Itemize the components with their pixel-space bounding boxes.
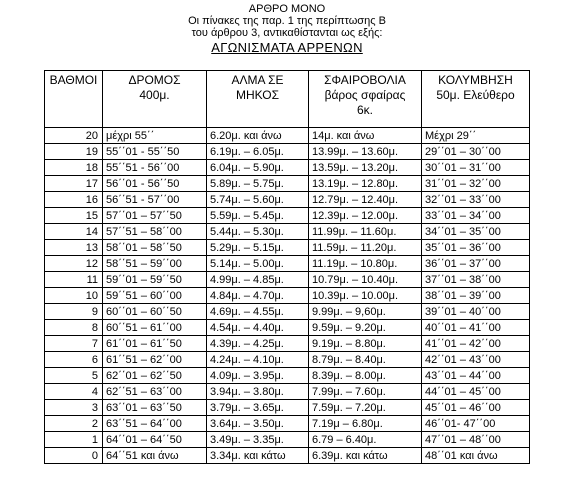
- swimming-cell: 31΄΄01 – 32΄΄00: [422, 176, 530, 192]
- shot-put-cell: 6.79 – 6.40μ.: [309, 432, 422, 448]
- table-row: [45, 208, 530, 224]
- run-400m-cell: 58΄΄01 – 58΄΄50: [103, 240, 207, 256]
- long-jump-cell: 6.04μ. – 5.90μ.: [207, 160, 309, 176]
- long-jump-cell: 3.34μ. και κάτω: [207, 448, 309, 464]
- shot-put-cell: 13.19μ. – 12.80μ.: [309, 176, 422, 192]
- shot-put-cell: 12.39μ. – 12.00μ.: [309, 208, 422, 224]
- table-row: [45, 336, 530, 352]
- shot-put-cell: 10.79μ. – 10.40μ.: [309, 272, 422, 288]
- run-400m-cell: 55΄΄51 - 56΄΄00: [103, 160, 207, 176]
- swimming-cell: 42΄΄01 – 43΄΄00: [422, 352, 530, 368]
- shot-put-cell: 7.59μ. – 7.20μ.: [309, 400, 422, 416]
- points-cell: 16: [45, 192, 103, 208]
- points-cell: 7: [45, 336, 103, 352]
- run-400m-cell: 62΄΄51 – 63΄΄00: [103, 384, 207, 400]
- points-cell: 15: [45, 208, 103, 224]
- shot-put-cell: 13.99μ. – 13.60μ.: [309, 144, 422, 160]
- table-body: [45, 128, 530, 464]
- swimming-cell: 40΄΄01 – 41΄΄00: [422, 320, 530, 336]
- points-cell: 2: [45, 416, 103, 432]
- points-cell: 3: [45, 400, 103, 416]
- shot-put-cell: 9.59μ. – 9.20μ.: [309, 320, 422, 336]
- run-400m-cell: 61΄΄51 – 62΄΄00: [103, 352, 207, 368]
- shot-put-cell: 13.59μ. – 13.20μ.: [309, 160, 422, 176]
- swimming-cell: 36΄΄01 – 37΄΄00: [422, 256, 530, 272]
- points-cell: 12: [45, 256, 103, 272]
- table-row: [45, 352, 530, 368]
- table-row: [45, 256, 530, 272]
- long-jump-cell: 4.09μ. – 3.95μ.: [207, 368, 309, 384]
- points-cell: 9: [45, 304, 103, 320]
- points-cell: 8: [45, 320, 103, 336]
- table-row: [45, 368, 530, 384]
- shot-put-cell: 6.39μ. και κάτω: [309, 448, 422, 464]
- swimming-cell: 44΄΄01 – 45΄΄00: [422, 384, 530, 400]
- swimming-cell: Μέχρι 29΄΄: [422, 128, 530, 144]
- table-row: [45, 432, 530, 448]
- table-row: [45, 240, 530, 256]
- table-row: [45, 384, 530, 400]
- points-cell: 5: [45, 368, 103, 384]
- long-jump-cell: 5.44μ. – 5.30μ.: [207, 224, 309, 240]
- shot-put-cell: 7.99μ. – 7.60μ.: [309, 384, 422, 400]
- table-row: [45, 288, 530, 304]
- long-jump-cell: 3.79μ. – 3.65μ.: [207, 400, 309, 416]
- table-row: [45, 400, 530, 416]
- table-row: [45, 224, 530, 240]
- points-cell: 19: [45, 144, 103, 160]
- points-cell: 10: [45, 288, 103, 304]
- run-400m-cell: 56΄΄01 - 56΄΄50: [103, 176, 207, 192]
- header-shot-put: ΣΦΑΙΡΟΒΟΛΙΑ βάρος σφαίρας 6κ.: [309, 71, 422, 128]
- run-400m-cell: 60΄΄01 – 60΄΄50: [103, 304, 207, 320]
- points-cell: 0: [45, 448, 103, 464]
- table-header-row: [45, 71, 530, 128]
- run-400m-cell: 64΄΄01 – 64΄΄50: [103, 432, 207, 448]
- header-run-400m: ΔΡΟΜΟΣ 400μ.: [103, 71, 207, 128]
- swimming-cell: 39΄΄01 – 40΄΄00: [422, 304, 530, 320]
- table-row: [45, 272, 530, 288]
- table-row: [45, 448, 530, 464]
- swimming-cell: 35΄΄01 – 36΄΄00: [422, 240, 530, 256]
- long-jump-cell: 6.20μ. και άνω: [207, 128, 309, 144]
- swimming-cell: 33΄΄01 – 34΄΄00: [422, 208, 530, 224]
- long-jump-cell: 5.59μ. – 5.45μ.: [207, 208, 309, 224]
- shot-put-cell: 7.19μ – 6.80μ.: [309, 416, 422, 432]
- long-jump-cell: 3.94μ. – 3.80μ.: [207, 384, 309, 400]
- table-row: [45, 144, 530, 160]
- shot-put-cell: 8.39μ. – 8.00μ.: [309, 368, 422, 384]
- long-jump-cell: 4.24μ. – 4.10μ.: [207, 352, 309, 368]
- run-400m-cell: 57΄΄01 – 57΄΄50: [103, 208, 207, 224]
- long-jump-cell: 5.14μ. – 5.00μ.: [207, 256, 309, 272]
- shot-put-cell: 12.79μ. – 12.40μ.: [309, 192, 422, 208]
- intro-line-1: Οι πίνακες της παρ. 1 της περίπτωσης Β: [188, 15, 386, 27]
- document-header: [0, 0, 574, 55]
- points-cell: 4: [45, 384, 103, 400]
- shot-put-cell: 14μ. και άνω: [309, 128, 422, 144]
- swimming-cell: 38΄΄01 – 39΄΄00: [422, 288, 530, 304]
- swimming-cell: 34΄΄01 – 35΄΄00: [422, 224, 530, 240]
- long-jump-cell: 5.89μ. – 5.75μ.: [207, 176, 309, 192]
- points-cell: 20: [45, 128, 103, 144]
- points-cell: 18: [45, 160, 103, 176]
- long-jump-cell: 4.84μ. – 4.70μ.: [207, 288, 309, 304]
- run-400m-cell: 58΄΄51 – 59΄΄00: [103, 256, 207, 272]
- swimming-cell: 30΄΄01 – 31΄΄00: [422, 160, 530, 176]
- swimming-cell: 29΄΄01 – 30΄΄00: [422, 144, 530, 160]
- shot-put-cell: 11.19μ. – 10.80μ.: [309, 256, 422, 272]
- run-400m-cell: 55΄΄01 - 55΄΄50: [103, 144, 207, 160]
- run-400m-cell: 63΄΄01 – 63΄΄50: [103, 400, 207, 416]
- header-points: ΒΑΘΜΟΙ: [45, 71, 103, 128]
- shot-put-cell: 10.39μ. – 10.00μ.: [309, 288, 422, 304]
- run-400m-cell: 64΄΄51 και άνω: [103, 448, 207, 464]
- long-jump-cell: 4.39μ. – 4.25μ.: [207, 336, 309, 352]
- points-cell: 1: [45, 432, 103, 448]
- long-jump-cell: 4.54μ. – 4.40μ.: [207, 320, 309, 336]
- table-row: [45, 320, 530, 336]
- table-title: ΑΓΩΝΙΣΜΑΤΑ ΑΡΡΕΝΩΝ: [211, 40, 363, 55]
- article-heading: ΑΡΘΡΟ ΜΟΝΟ: [248, 3, 326, 15]
- run-400m-cell: 62΄΄01 – 62΄΄50: [103, 368, 207, 384]
- header-long-jump: ΑΛΜΑ ΣΕ ΜΗΚΟΣ: [207, 71, 309, 128]
- shot-put-cell: 11.59μ. – 11.20μ.: [309, 240, 422, 256]
- table-row: [45, 304, 530, 320]
- long-jump-cell: 5.29μ. – 5.15μ.: [207, 240, 309, 256]
- run-400m-cell: 63΄΄51 – 64΄΄00: [103, 416, 207, 432]
- table-row: [45, 416, 530, 432]
- run-400m-cell: 57΄΄51 – 58΄΄00: [103, 224, 207, 240]
- scoring-table: [44, 70, 530, 464]
- shot-put-cell: 8.79μ. – 8.40μ.: [309, 352, 422, 368]
- run-400m-cell: 56΄΄51 - 57΄΄00: [103, 192, 207, 208]
- long-jump-cell: 3.64μ. – 3.50μ.: [207, 416, 309, 432]
- swimming-cell: 47΄΄01 – 48΄΄00: [422, 432, 530, 448]
- swimming-cell: 43΄΄01 – 44΄΄00: [422, 368, 530, 384]
- header-swimming-50m: ΚΟΛΥΜΒΗΣΗ 50μ. Ελεύθερο: [422, 71, 530, 128]
- swimming-cell: 41΄΄01 – 42΄΄00: [422, 336, 530, 352]
- swimming-cell: 32΄΄01 – 33΄΄00: [422, 192, 530, 208]
- run-400m-cell: 60΄΄51 – 61΄΄00: [103, 320, 207, 336]
- swimming-cell: 46΄΄01- 47΄΄00: [422, 416, 530, 432]
- table-row: [45, 176, 530, 192]
- run-400m-cell: 59΄΄51 – 60΄΄00: [103, 288, 207, 304]
- points-cell: 6: [45, 352, 103, 368]
- shot-put-cell: 11.99μ. – 11.60μ.: [309, 224, 422, 240]
- points-cell: 14: [45, 224, 103, 240]
- shot-put-cell: 9.19μ. – 8.80μ.: [309, 336, 422, 352]
- long-jump-cell: 4.69μ. – 4.55μ.: [207, 304, 309, 320]
- table-row: [45, 192, 530, 208]
- run-400m-cell: 61΄΄01 – 61΄΄50: [103, 336, 207, 352]
- points-cell: 11: [45, 272, 103, 288]
- long-jump-cell: 5.74μ. – 5.60μ.: [207, 192, 309, 208]
- swimming-cell: 45΄΄01 – 46΄΄00: [422, 400, 530, 416]
- run-400m-cell: 59΄΄01 – 59΄΄50: [103, 272, 207, 288]
- points-cell: 13: [45, 240, 103, 256]
- long-jump-cell: 6.19μ. – 6.05μ.: [207, 144, 309, 160]
- table-row: [45, 128, 530, 144]
- intro-line-2: του άρθρου 3, αντικαθίστανται ως εξής:: [191, 27, 383, 39]
- swimming-cell: 37΄΄01 – 38΄΄00: [422, 272, 530, 288]
- swimming-cell: 48΄΄01 και άνω: [422, 448, 530, 464]
- run-400m-cell: μέχρι 55΄΄: [103, 128, 207, 144]
- table-row: [45, 160, 530, 176]
- long-jump-cell: 4.99μ. – 4.85μ.: [207, 272, 309, 288]
- shot-put-cell: 9.99μ. – 9,60μ.: [309, 304, 422, 320]
- points-cell: 17: [45, 176, 103, 192]
- long-jump-cell: 3.49μ. – 3.35μ.: [207, 432, 309, 448]
